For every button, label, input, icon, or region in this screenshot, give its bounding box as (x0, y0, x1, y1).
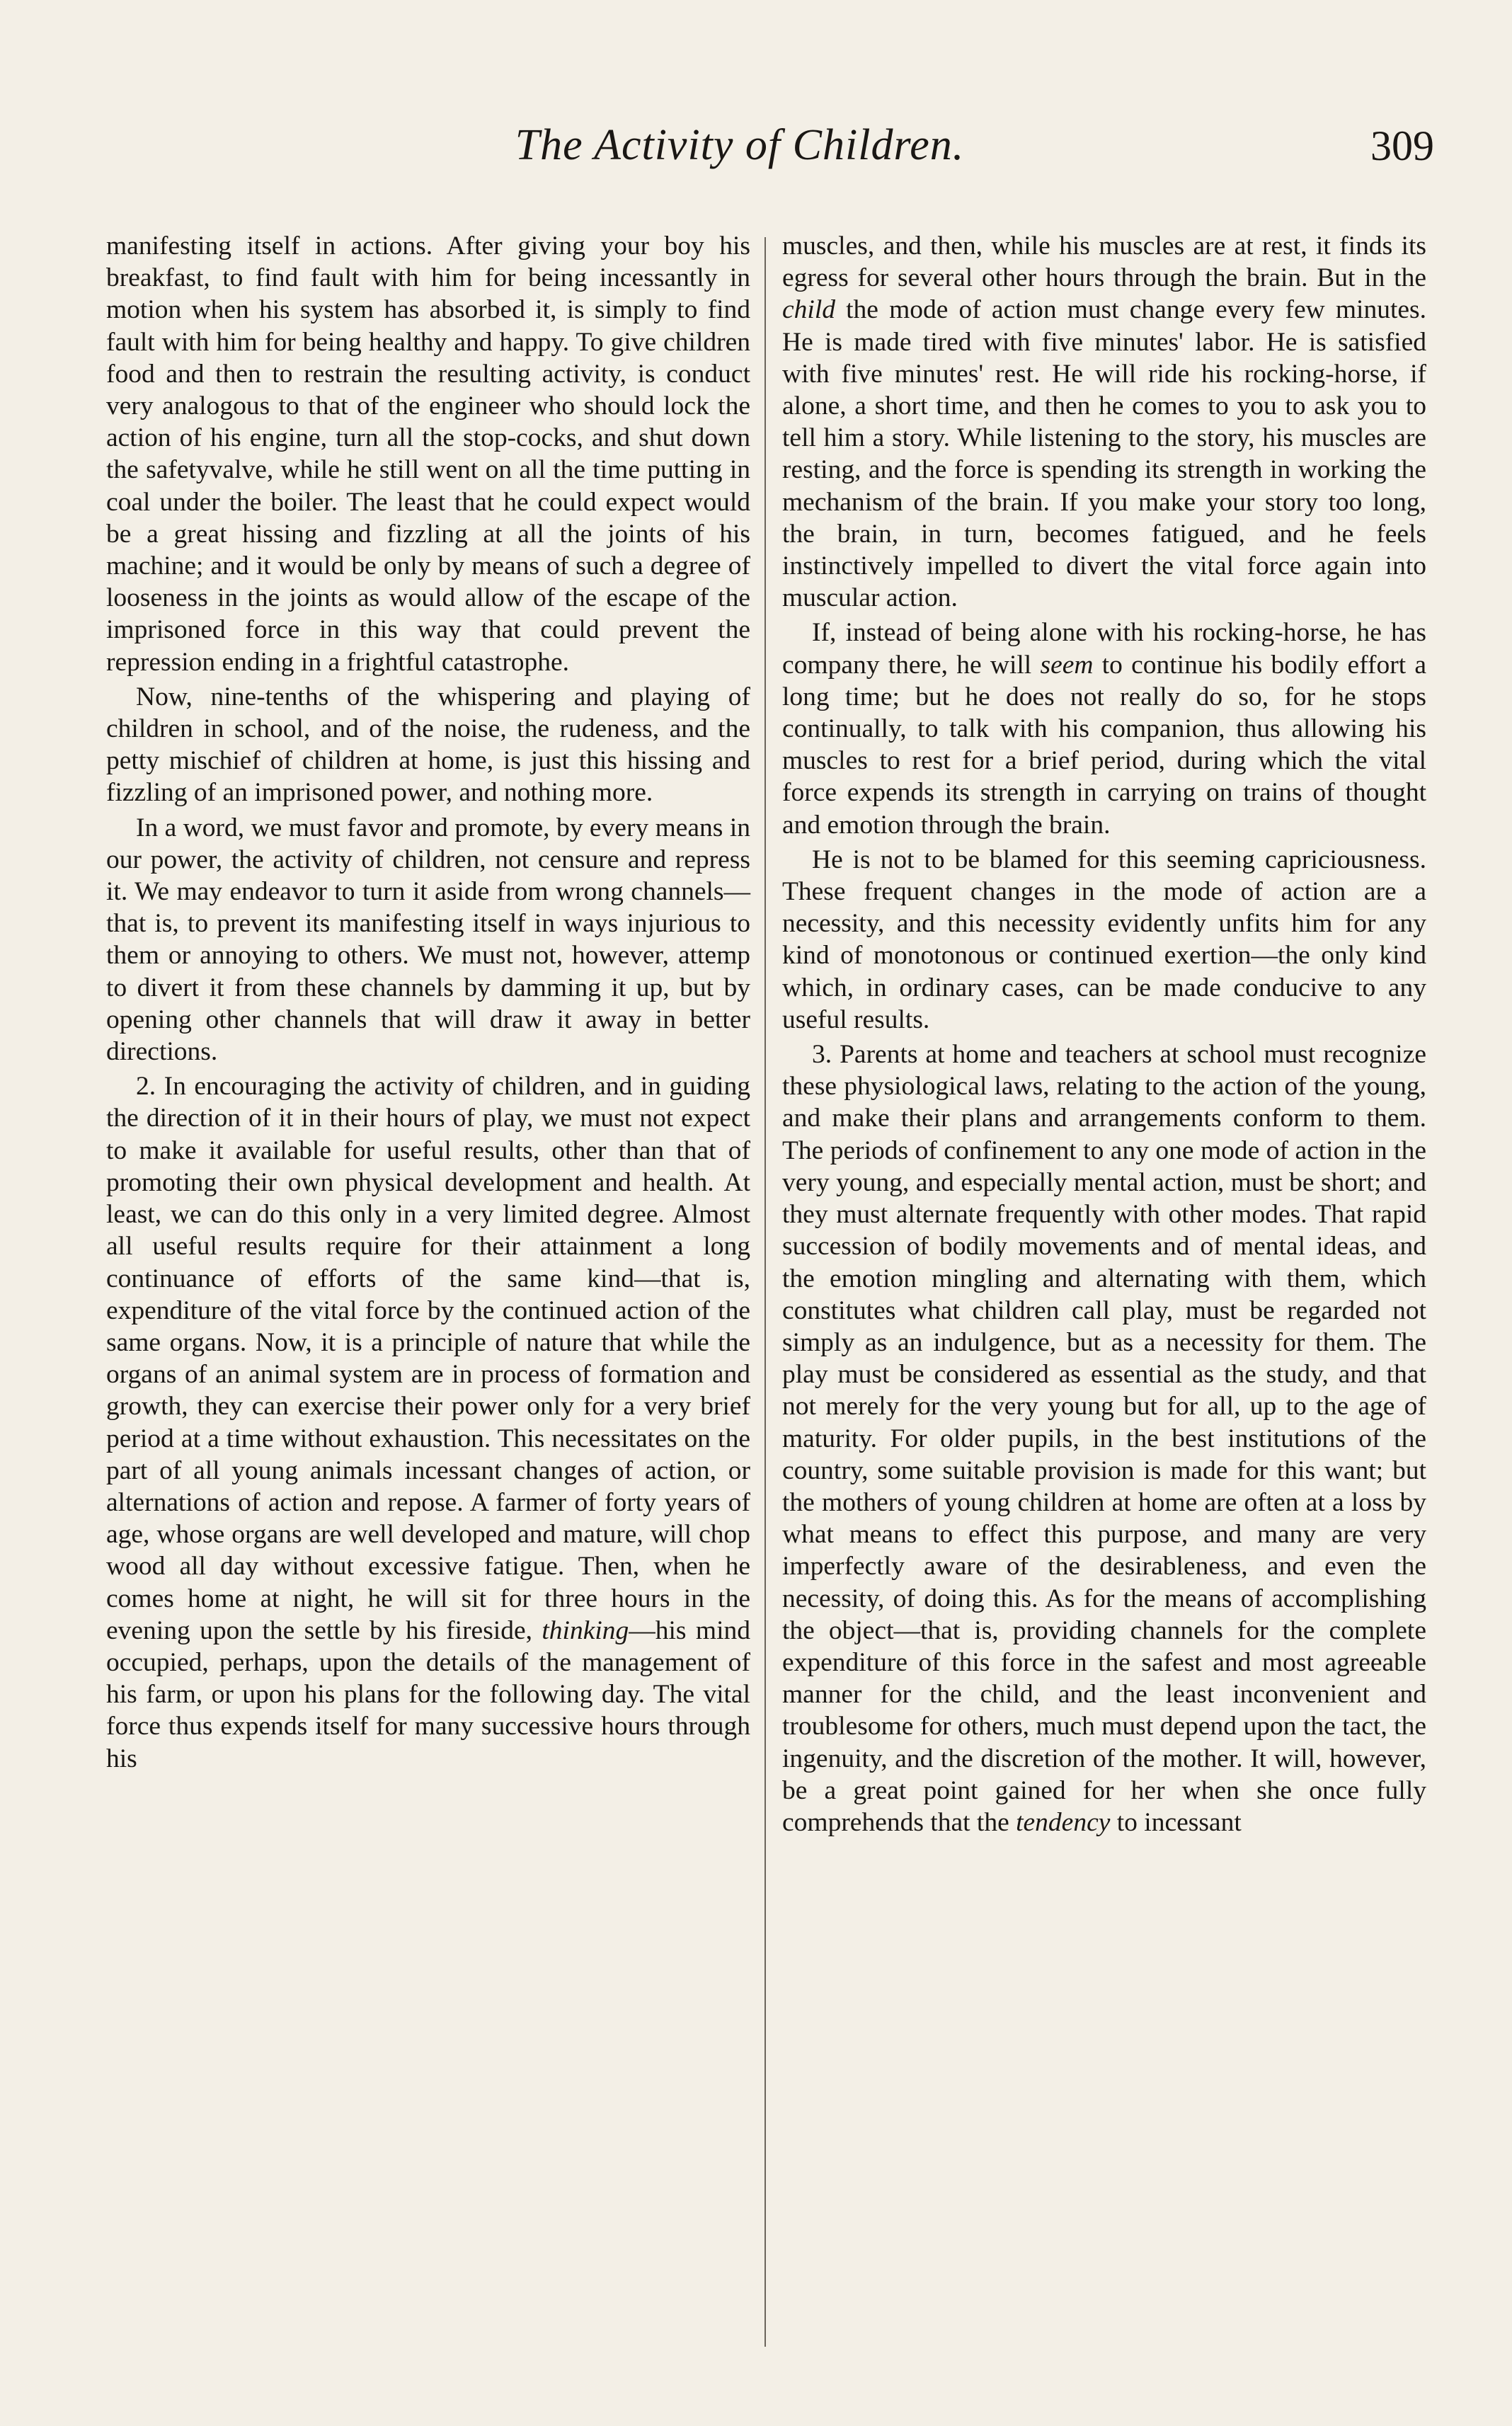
right-paragraph-4 (782, 1039, 1426, 1838)
left-paragraph-1: manifesting itself in actions. After giving your boy his breakfast, to find fault with him for being incessantly in motion when his system has absorbed it, is simply to find fault with him for being healthy and happy. To give children food and then to restrain the resulting activity, is conduct very analogous to that of the engineer who should lock the action of his engine, turn all the stop-cocks, and shut down the safetyvalve, while he still went on all the time putting in coal under the boiler. The least that he could expect would be a great hissing and fizzling at all the joints of his machine; and it would be only by means of such a degree of looseness in the joints as would allow of the escape of the imprisoned force in this way that could prevent the repression ending in a frightful catastrophe. (106, 231, 750, 677)
right-paragraph-3: He is not to be blamed for this seeming capriciousness. These frequent changes in the mode of action are a necessity, and this necessity evidently unfits him for any kind of monotonous or continued exertion—the only kind which, in ordinary cases, can be made conducive to any useful results. (782, 845, 1426, 1034)
left-paragraph-4-end: —his mind occupied, perhaps, upon the details of the management of his farm, or upon his plans for the following day. The vital force thus expends itself for many successive hours through his (106, 1615, 750, 1773)
right-paragraph-2-end: to continue his bodily effort a long time; but he does not really do so, for he stops continually, to talk with his companion, thus allowing his muscles to rest for a brief period, during which the vital force expends its strength in carrying on trains of thought and emotion through the brain. (782, 650, 1427, 840)
right-paragraph-1 (782, 230, 1426, 614)
left-paragraph-3: In a word, we must favor and promote, by every means in our power, the activity of children, not censure and repress it. We may endeavor to turn it aside from wrong channels—that is, to prevent its manifesting itself in ways injurious to them or annoying to others. We must not, however, attemp to divert it from these channels by damming it up, but by opening other channels that will draw it away in better directions. (106, 813, 750, 1067)
right-paragraph-4-text: 3. Parents at home and teachers at school must recognize these physiological laws, relating to the action of the young, and make their plans and arrangements conform to them. The periods of confinement to any one mode of action in the very young, and especially mental action, must be short; and they must alternate frequently with other modes. That rapid succession of bodily movements and of mental ideas, and the emotion mingling and alternating with them, which constitutes what children call play, must be regarded not simply as an indulgence, but as a necessity for them. The play must be considered as essential as the study, and that not merely for the very young but for all, up to the age of maturity. For older pupils, in the best institutions of the country, some suitable provision is made for this want; but the mothers of young children at home are often at a loss by what means to effect this purpose, and many are very imperfectly aware of the desirableness, and even the necessity, of doing this. As for the means of accomplishing the object—that is, providing channels for the complete expenditure of this force in the safest and most agreeable manner for the child, and the least inconvenient and troublesome for others, much must depend upon the tact, the ingenuity, and the discretion of the mother. It will, however, be a great point gained for her when she once fully comprehends that the (782, 1040, 1426, 1837)
right-paragraph-1-start: muscles, and then, while his muscles are at rest, it finds its egress for several other hours through the brain. But in the (782, 231, 1426, 293)
right-column (782, 230, 1426, 2361)
right-paragraph-1-emphasis: child (782, 295, 835, 325)
right-paragraph-4-end: to incessant (1116, 1807, 1242, 1837)
left-paragraph-4-emphasis: thinking (542, 1615, 629, 1645)
right-paragraph-1-end: the mode of action must change every few minutes. He is made tired with five minutes' labor. He is satisfied with five minutes' rest. He will ride his rocking-horse, if alone, a short time, and then he comes to you to ask you to tell him a story. While listening to the story, his muscles are resting, and the force is spending its strength in working the mechanism of the brain. If you make your story too long, the brain, in turn, becomes fatigued, and he feels instinctively impelled to divert the vital force again into muscular action. (782, 295, 1427, 613)
left-paragraph-4 (106, 1070, 750, 1774)
right-paragraph-2 (782, 617, 1426, 840)
right-paragraph-2-start: If, instead of being alone with his rocking-horse, he has company there, he will (782, 618, 1426, 680)
text-columns (106, 230, 1437, 2361)
right-paragraph-4-emphasis: tendency (1016, 1807, 1111, 1837)
running-head (0, 106, 1512, 184)
left-paragraph-4-text: 2. In encouraging the activity of children, and in guiding the direction of it in their hours of play, we must not expect to make it available for useful results, other than that of promoting their own physical development and health. At least, we can do this only in a very limited degree. Almost all useful results require for their attainment a long continuance of efforts of the same kind—that is, expenditure of the vital force by the continued action of the same organs. Now, it is a principle of nature that while the organs of an animal system are in process of formation and growth, they can exercise their power only for a very brief period at a time without exhaustion. This necessitates on the part of all young animals incessant changes of action, or alternations of action and repose. A farmer of forty years of age, whose organs are well developed and mature, will chop wood all day without excessive fatigue. Then, when he comes home at night, he will sit for three hours in the evening upon the settle by his fireside, (106, 1072, 750, 1645)
left-paragraph-2: Now, nine-tenths of the whispering and playing of children in school, and of the noise, the rudeness, and the petty mischief of children at home, is just this hissing and fizzling of an imprisoned power, and nothing more. (106, 682, 750, 808)
right-paragraph-2-emphasis: seem (1040, 650, 1094, 680)
running-title: The Activity of Children. (515, 121, 965, 169)
page-number: 309 (1370, 122, 1434, 169)
column-divider (764, 237, 766, 2347)
left-column (106, 230, 750, 2361)
